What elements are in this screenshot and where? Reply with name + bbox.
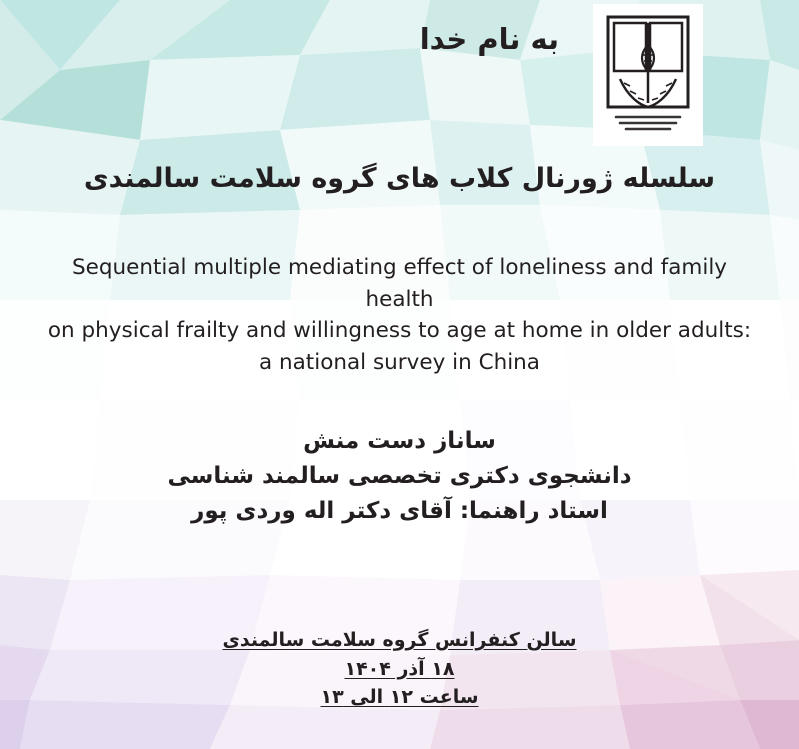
supervisor-name: استاد راهنما: آقای دکتر اله وردی پور [191, 497, 608, 524]
event-time: ساعت ۱۲ الی ۱۳ [320, 686, 479, 708]
event-details [0, 626, 799, 712]
paper-title [40, 252, 759, 378]
event-date: ۱۸ آذر ۱۴۰۴ [344, 657, 455, 680]
bismillah-heading: به نام خدا [419, 22, 559, 56]
paper-title-line-3: a national survey in China [258, 349, 540, 375]
presenter-name: ساناز دست منش [303, 428, 496, 454]
paper-title-line-1: Sequential multiple mediating effect of loneliness and family health [71, 255, 728, 312]
paper-title-line-2: on physical frailty and willingness to age at home in older adults: [47, 318, 752, 344]
series-title: سلسله ژورنال کلاب های گروه سلامت سالمندی [83, 163, 716, 194]
presenter-degree: دانشجوی دکتری تخصصی سالمند شناسی [167, 462, 632, 489]
event-venue: سالن کنفرانس گروه سلامت سالمندی [222, 629, 577, 651]
presenter-block [0, 424, 799, 529]
